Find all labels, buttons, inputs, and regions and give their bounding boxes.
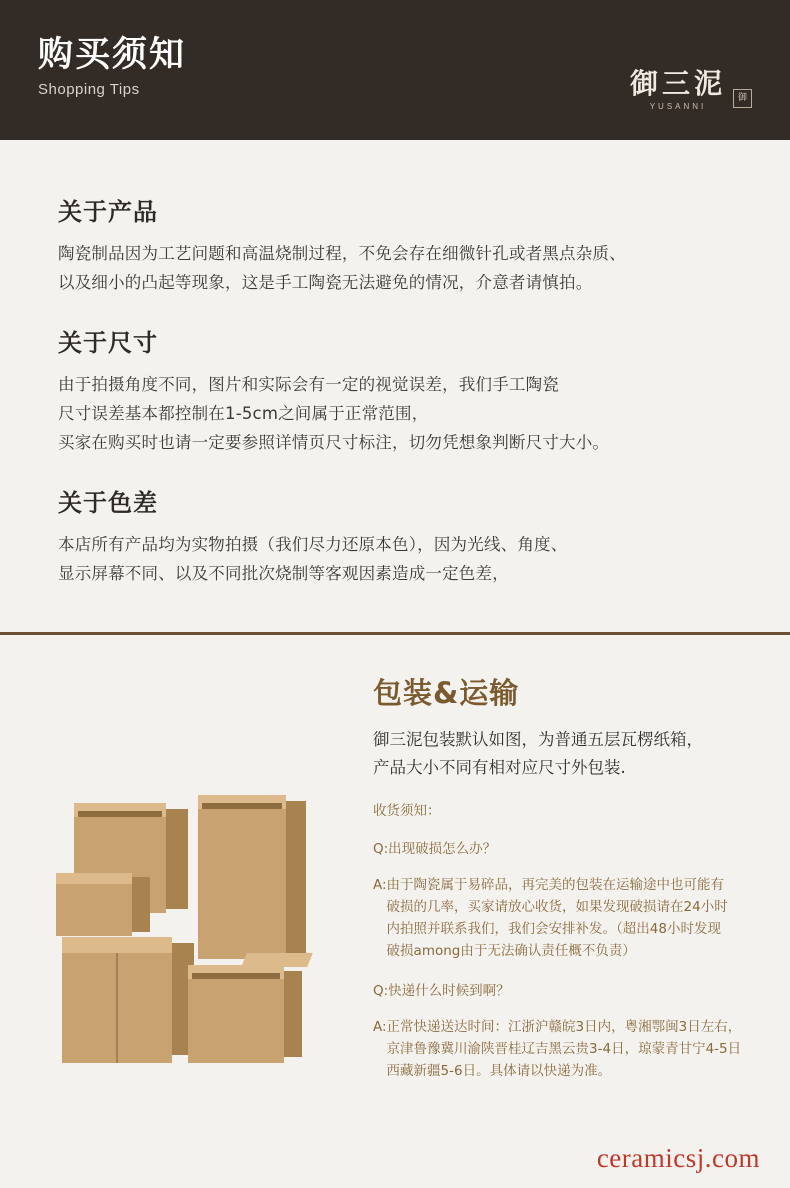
brand-logo (629, 67, 752, 111)
packing-subtitle (373, 726, 761, 782)
brand-text-group (629, 67, 726, 111)
shopping-notice-section (0, 140, 790, 632)
qa-answer-line: 京津鲁豫冀川渝陕晋桂辽吉黑云贵3-4日，琼蒙青甘宁4-5日 (386, 1041, 742, 1057)
notice-line: 陶瓷制品因为工艺问题和高温烧制过程，不免会存在细微针孔或者黑点杂质、 (58, 244, 626, 263)
qa-question-2: Q:快递什么时候到啊？ (373, 983, 510, 999)
notice-body (58, 530, 750, 588)
notice-line: 买家在购买时也请一定要参照详情页尺寸标注，切勿凭想象判断尺寸大小。 (58, 433, 610, 452)
notice-heading: 关于尺寸 (58, 329, 158, 357)
brand-name-cn: 御三泥 (629, 67, 726, 100)
qa-answer-label: A: (373, 877, 387, 893)
page-header (0, 0, 790, 140)
packing-subtitle-line: 御三泥包装默认如图，为普通五层瓦楞纸箱， (373, 730, 703, 749)
notice-body (58, 239, 750, 297)
qa-answer-label: A: (373, 1019, 387, 1035)
notice-heading: 关于产品 (58, 198, 158, 226)
receiving-qa-block (373, 800, 773, 1100)
notice-line: 由于拍摄角度不同，图片和实际会有一定的视觉误差，我们手工陶瓷 (58, 375, 559, 394)
qa-answer-line: 西藏新疆5-6日。具体请以快递为准。 (386, 1063, 612, 1079)
notice-line: 以及细小的凸起等现象，这是手工陶瓷无法避免的情况，介意者请慎拍。 (58, 273, 593, 292)
notice-line: 本店所有产品均为实物拍摄（我们尽力还原本色），因为光线、角度、 (58, 535, 568, 554)
qa-answer-line: 由于陶瓷属于易碎品，再完美的包装在运输途中也可能有 (386, 877, 725, 893)
packing-text-group (373, 671, 761, 782)
qa-question-1: Q:出现破损怎么办？ (373, 841, 497, 857)
site-watermark: ceramicsj.com (596, 1143, 760, 1173)
notice-block-color (58, 483, 750, 588)
qa-answer-line: 破损的几率，买家请放心收货，如果发现破损请在24小时 (386, 899, 728, 915)
notice-body (58, 370, 750, 457)
brand-seal-icon: 御 (733, 89, 752, 108)
packing-title: 包装&运输 (373, 676, 520, 710)
qa-answer-line: 破损among由于无法确认责任概不负责） (386, 943, 636, 959)
qa-heading: 收货须知： (373, 803, 441, 819)
cardboard-boxes-illustration (48, 787, 348, 1147)
page-subtitle: Shopping Tips (38, 80, 140, 98)
page-title: 购买须知 (38, 35, 187, 75)
qa-answer-2 (373, 1016, 773, 1082)
notice-block-product (58, 192, 750, 297)
qa-answer-line: 内拍照并联系我们，我们会安排补发。（超出48小时发现 (386, 921, 721, 937)
packing-shipping-section (0, 635, 790, 1188)
brand-name-en: YUSANNI (649, 102, 707, 111)
notice-block-size (58, 323, 750, 457)
qa-answer-body (387, 874, 773, 962)
notice-line: 显示屏幕不同、以及不同批次烧制等客观因素造成一定色差， (58, 564, 509, 583)
header-title-group (38, 36, 186, 98)
notice-heading: 关于色差 (58, 489, 158, 517)
notice-line: 尺寸误差基本都控制在1-5cm之间属于正常范围， (58, 404, 429, 423)
qa-answer-1 (373, 874, 773, 962)
qa-answer-line: 正常快递送达时间：江浙沪赣皖3日内，粤湘鄂闽3日左右， (386, 1019, 742, 1035)
qa-answer-body (387, 1016, 773, 1082)
packing-subtitle-line: 产品大小不同有相对应尺寸外包装. (373, 758, 626, 777)
